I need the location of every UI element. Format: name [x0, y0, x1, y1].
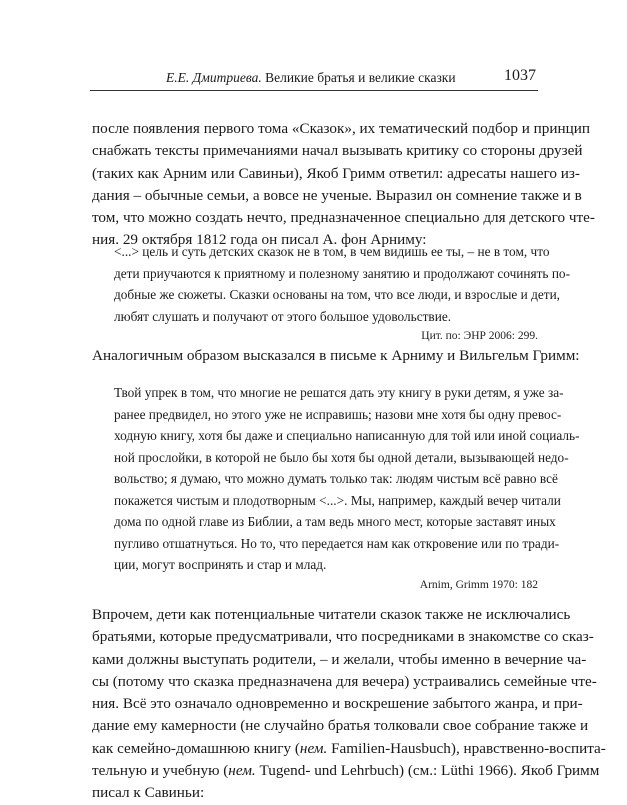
- text-line: том, что можно создать нечто, предназначенное специально для детского чте-: [92, 209, 595, 227]
- italic-abbrev: нем.: [228, 762, 256, 780]
- text-line: дание ему камерности (не случайно братья толковали свое собрание также и: [92, 717, 589, 735]
- citation-1: Цит. по: ЭНР 2006: 299.: [421, 330, 538, 342]
- text-line: [92, 760, 600, 782]
- text-line: Аналогичным образом высказался в письме к Арниму и Вильгельм Гримм:: [92, 347, 580, 364]
- text-line: писал к Савиньи:: [92, 784, 205, 802]
- quote-line: дети приучаются к приятному и полезному занятию и продолжают сочинять по-: [114, 265, 571, 281]
- text-span: Tugend- und Lehrbuch) (см.: Lüthi 1966). Якоб Гримм: [255, 762, 600, 780]
- italic-abbrev: нем.: [299, 739, 328, 757]
- quote-line: покажется чистым и плодотворным <...>. Мы, например, каждый вечер читали: [114, 492, 561, 508]
- quote-line: вольство; я думаю, что можно думать только так: людям чистым всё равно всё: [114, 471, 558, 486]
- header-book-title: Великие братья и великие сказки: [261, 70, 456, 85]
- quote-line: ной прослойки, в которой не было бы хотя бы одной детали, вызывающей недо-: [114, 449, 569, 465]
- text-line: после появления первого тома «Сказок», их тематический подбор и принцип: [92, 120, 590, 137]
- text-line: [92, 738, 606, 760]
- citation-2: Arnim, Grimm 1970: 182: [419, 579, 538, 591]
- text-span: Familien-Hausbuch), нравственно-воспита-: [327, 739, 606, 757]
- text-span: как семейно-домашнюю книгу (: [92, 739, 300, 757]
- paragraph-3: [92, 604, 606, 805]
- quote-line: дома по одной главе из Библии, а там ведь много мест, которые заставят иных: [114, 514, 556, 529]
- text-line: снабжать тексты примечаниями начал вызывать критику со стороны друзей: [92, 142, 583, 160]
- header-author: Е.Е. Дмитриева.: [166, 70, 262, 85]
- quote-line: ранее предвидел, но этого уже не исправишь; назови мне хотя бы одну превос-: [114, 406, 562, 422]
- text-line: Впрочем, дети как потенциальные читатели сказок также не исключались: [92, 606, 571, 623]
- text-span: тельную и учебную (: [92, 762, 229, 780]
- quote-line: пугливо отшатнуться. Но то, что передается нам как откровение или по тради-: [114, 535, 560, 551]
- text-line: ния. Всё это означало одновременно и воскрешение забытого жанра, и при-: [92, 695, 583, 713]
- text-line: ния. 29 октября 1812 года он писал А. фон Арниму:: [92, 231, 427, 249]
- paragraph-2: [92, 345, 580, 367]
- page-number: 1037: [504, 67, 536, 84]
- quote-line: добные же сюжеты. Сказки основаны на том, что все люди, и взрослые и дети,: [114, 287, 561, 302]
- header-title: [166, 70, 456, 86]
- block-quote-1: [114, 241, 571, 327]
- quote-line: любят слушать и получают от этого большое удовольствие.: [114, 308, 452, 324]
- quote-line: ции, могут воспринять и стар и млад.: [114, 557, 327, 572]
- block-quote-2: [114, 382, 580, 576]
- text-line: братьями, которые предусматривали, что посредниками в знакомстве со сказ-: [92, 628, 594, 646]
- text-line: сы (потому что сказка предназначена для вечера) устраивались семейные чте-: [92, 672, 597, 690]
- quote-line: ходную книгу, хотя бы даже и специально написанную для той или иной социаль-: [114, 428, 580, 443]
- quote-line: <...> цель и суть детских сказок не в том, в чем видишь ее ты, – не в том, что: [114, 244, 550, 259]
- text-line: дания – обычные семьи, а вовсе не ученые. Выразил он сомнение также и в: [92, 186, 582, 204]
- quote-line: Твой упрек в том, что многие не решатся дать эту книгу в руки детям, я уже за-: [114, 385, 564, 400]
- text-line: (таких как Арним или Савиньи), Якоб Гримм ответил: адресаты нашего из-: [92, 164, 580, 182]
- running-header: [90, 66, 538, 91]
- text-line: ками должны выступать родители, – и желали, чтобы именно в вечерние ча-: [92, 650, 587, 668]
- paragraph-1: [92, 118, 595, 252]
